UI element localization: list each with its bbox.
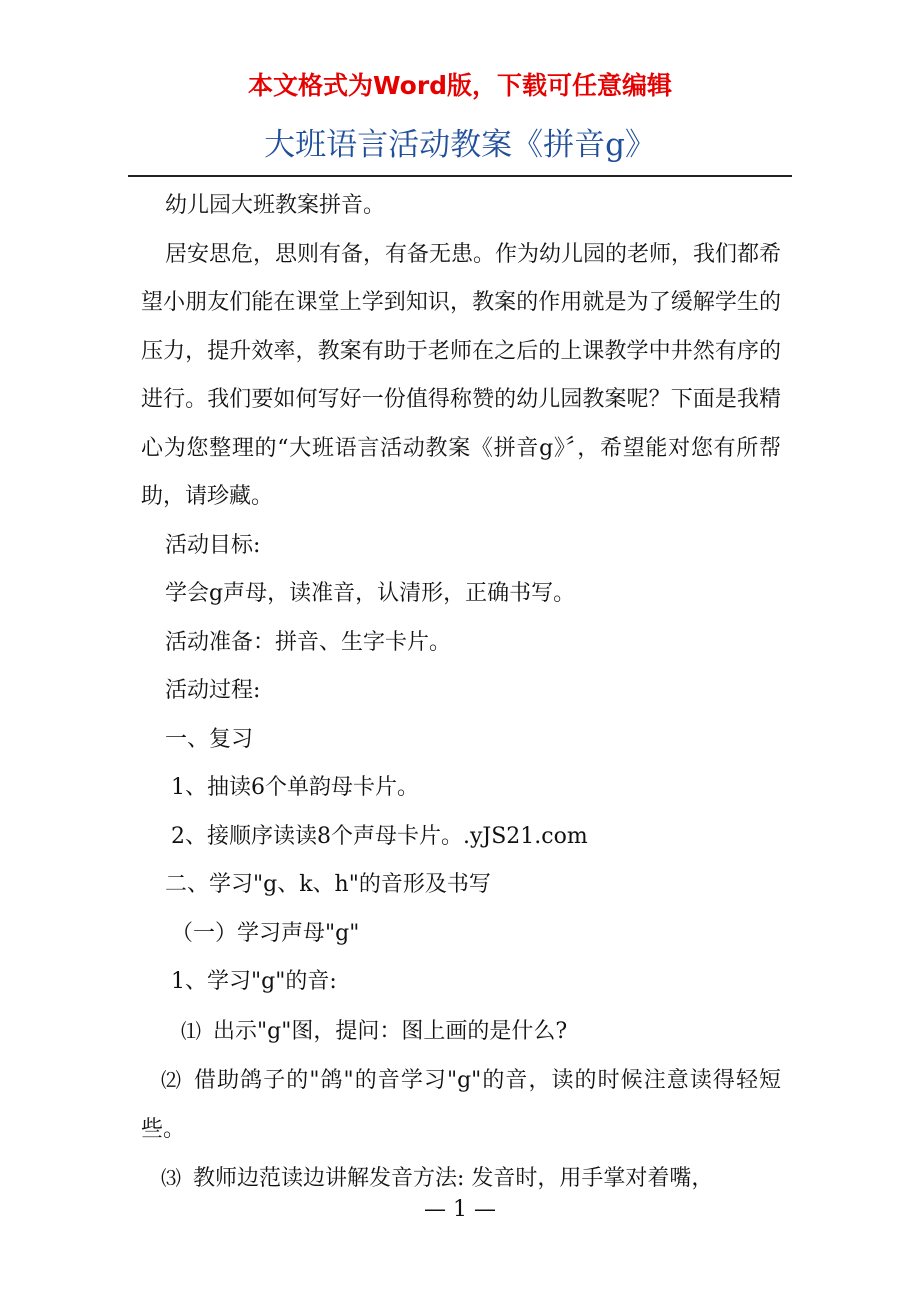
step-2 — [141, 1056, 781, 1154]
document-title: 大班语言活动教案《拼音g》 — [264, 127, 656, 163]
list-item-learn-g-sound: 1、学习"g"的音: — [171, 969, 337, 994]
list-item-review-1: 1、抽读6个单韵母卡片。 — [171, 775, 419, 800]
heading-process: 活动过程: — [165, 678, 261, 703]
paragraph-intro: 幼儿园大班教案拼音。 — [165, 193, 386, 218]
step-3-text: 教师边范读边讲解发音方法: 发音时，用手掌对着嘴， — [193, 1166, 714, 1191]
page-number: — 1 — — [424, 1197, 496, 1222]
paragraph-preface: 居安思危，思则有备，有备无患。作为幼儿园的老师，我们都希望小朋友们能在课堂上学到知识，教案的作用就是为了缓解学生的压力，提升效率，教案有助于老师在之后的上课教学中井然有序的进行。我们要如何写好一份值得称赞的幼儿园教案呢？下面是我精心为您整理的“大班语言活动教案《拼音g》〞，希望能对您有所帮助，请珍藏。 — [141, 241, 782, 509]
section-review: 一、复习 — [165, 726, 254, 752]
heading-objectives: 活动目标: — [165, 532, 261, 558]
paragraph-preparation: 活动准备：拼音、生字卡片。 — [165, 629, 452, 655]
list-item-review-2: 2、接顺序读读8个声母卡片。.yJS21.com — [171, 823, 588, 849]
step-1-text: 出示"g"图，提问：图上画的是什么? — [213, 1018, 568, 1044]
step-1 — [141, 1007, 781, 1057]
section-learn-gkh: 二、学习"g、k、h"的音形及书写 — [165, 872, 491, 897]
step-3-number: ⑶ — [161, 1166, 181, 1190]
subsection-learn-g: （一）学习声母"g" — [171, 920, 360, 946]
step-2-text: 借助鸽子的"鸽"的音学习"g"的音，读的时候注意读得轻短些。 — [141, 1068, 781, 1142]
paragraph-objectives: 学会g声母，读准音，认清形，正确书写。 — [165, 581, 576, 606]
step-1-number: ⑴ — [181, 1018, 201, 1043]
document-body — [141, 182, 781, 1204]
step-2-number: ⑵ — [161, 1068, 181, 1092]
title-divider — [128, 175, 792, 177]
format-notice-banner: 本文格式为Word版，下载可任意编辑 — [247, 71, 673, 100]
